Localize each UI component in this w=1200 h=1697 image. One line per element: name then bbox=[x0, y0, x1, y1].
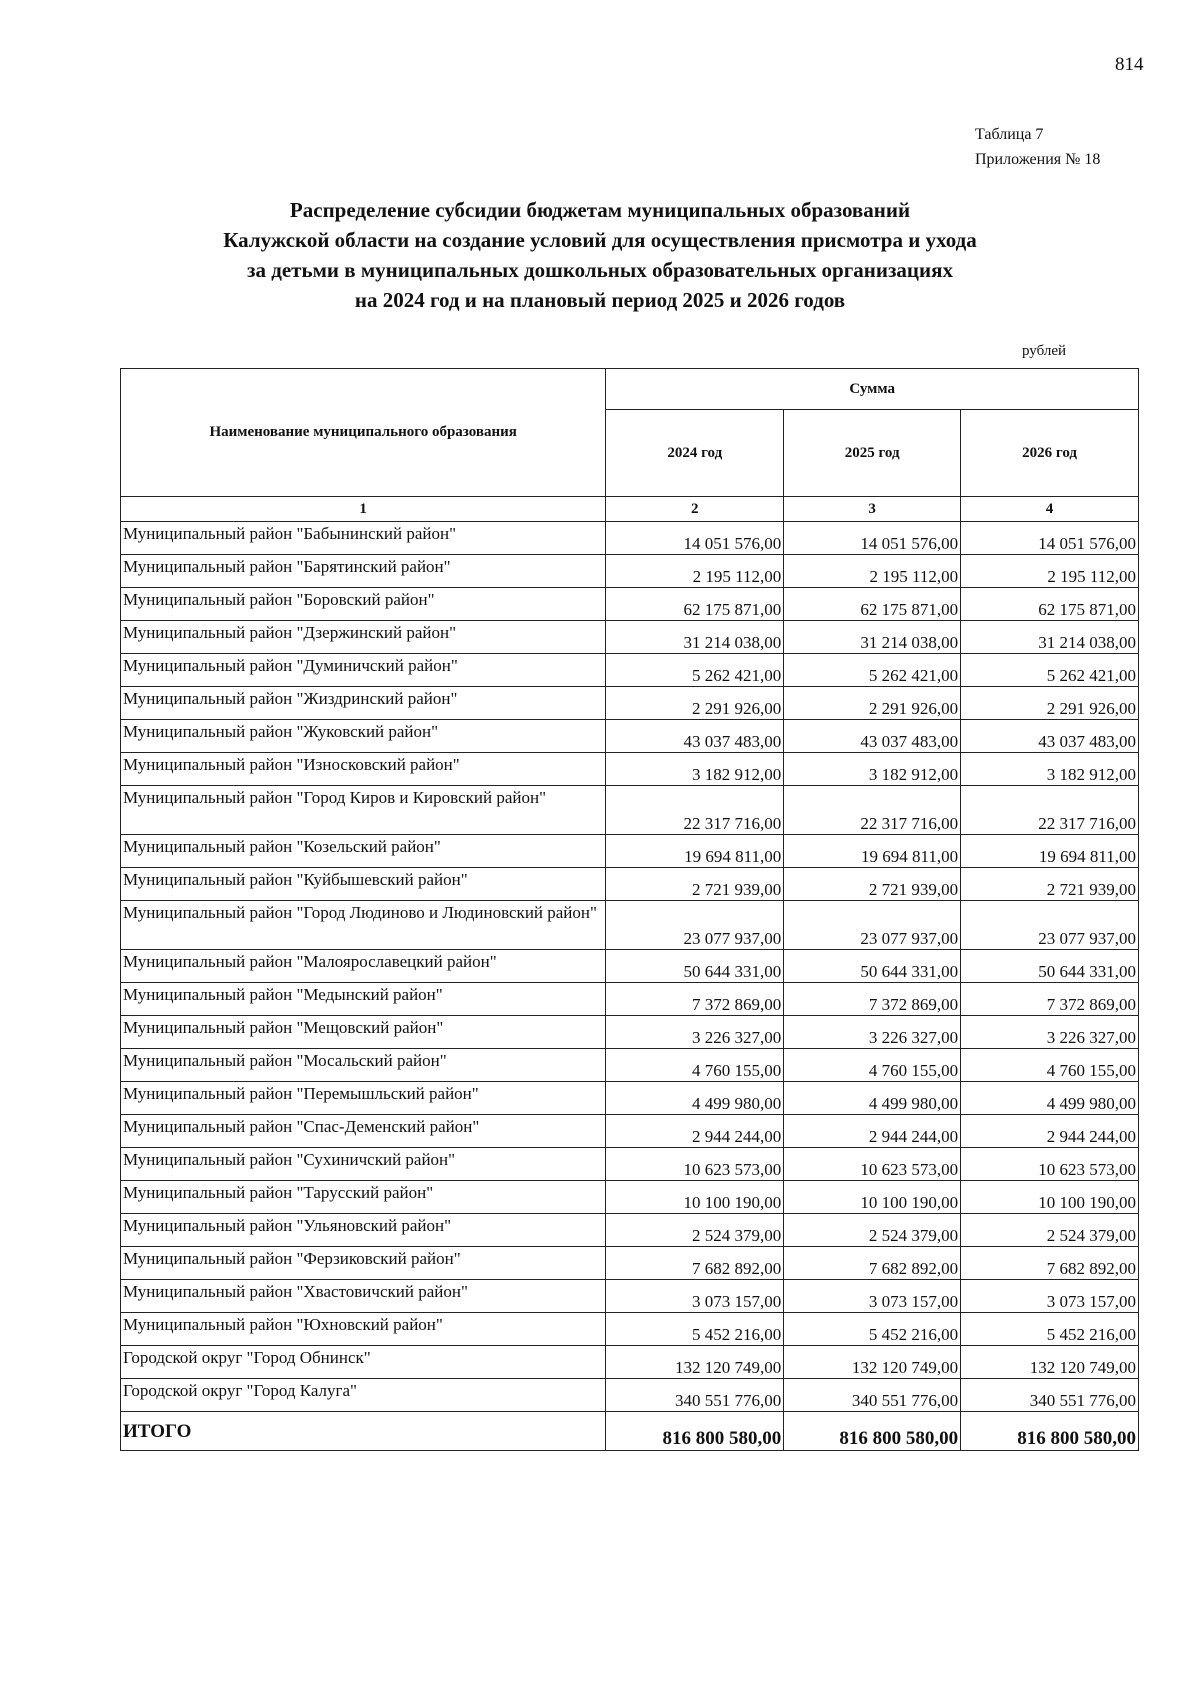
column-number: 1 bbox=[121, 497, 606, 522]
amount-2024: 5 262 421,00 bbox=[606, 654, 784, 687]
amount-2026: 3 182 912,00 bbox=[961, 753, 1139, 786]
municipality-name: Муниципальный район "Куйбышевский район" bbox=[121, 868, 606, 901]
amount-2025: 2 195 112,00 bbox=[784, 555, 961, 588]
municipality-name: Муниципальный район "Юхновский район" bbox=[121, 1313, 606, 1346]
amount-2025: 2 524 379,00 bbox=[784, 1214, 961, 1247]
column-number: 4 bbox=[961, 497, 1139, 522]
table-row bbox=[121, 1082, 1139, 1115]
amount-2025: 4 499 980,00 bbox=[784, 1082, 961, 1115]
header-year-2026: 2026 год bbox=[961, 410, 1139, 497]
table-row bbox=[121, 1148, 1139, 1181]
amount-2026: 19 694 811,00 bbox=[961, 835, 1139, 868]
amount-2025: 10 100 190,00 bbox=[784, 1181, 961, 1214]
amount-2025: 50 644 331,00 bbox=[784, 950, 961, 983]
amount-2026: 10 623 573,00 bbox=[961, 1148, 1139, 1181]
column-number: 3 bbox=[784, 497, 961, 522]
table-row bbox=[121, 1049, 1139, 1082]
amount-2025: 5 262 421,00 bbox=[784, 654, 961, 687]
header-sum: Сумма bbox=[606, 369, 1139, 410]
amount-2025: 2 291 926,00 bbox=[784, 687, 961, 720]
amount-2026: 2 524 379,00 bbox=[961, 1214, 1139, 1247]
amount-2026: 50 644 331,00 bbox=[961, 950, 1139, 983]
municipality-name: Муниципальный район "Перемышльский район" bbox=[121, 1082, 606, 1115]
table-row bbox=[121, 786, 1139, 835]
table-row bbox=[121, 1181, 1139, 1214]
municipality-name: Муниципальный район "Малоярославецкий район" bbox=[121, 950, 606, 983]
amount-2026: 2 291 926,00 bbox=[961, 687, 1139, 720]
table-row bbox=[121, 868, 1139, 901]
municipality-name: Муниципальный район "Город Киров и Кировский район" bbox=[121, 786, 606, 835]
amount-2024: 2 944 244,00 bbox=[606, 1115, 784, 1148]
total-2025: 816 800 580,00 bbox=[784, 1412, 961, 1451]
amount-2025: 14 051 576,00 bbox=[784, 522, 961, 555]
amount-2026: 14 051 576,00 bbox=[961, 522, 1139, 555]
amount-2024: 340 551 776,00 bbox=[606, 1379, 784, 1412]
amount-2024: 2 195 112,00 bbox=[606, 555, 784, 588]
amount-2024: 4 499 980,00 bbox=[606, 1082, 784, 1115]
header-name: Наименование муниципального образования bbox=[121, 369, 606, 497]
municipality-name: Муниципальный район "Ферзиковский район" bbox=[121, 1247, 606, 1280]
total-label: ИТОГО bbox=[121, 1412, 606, 1451]
table-row bbox=[121, 1016, 1139, 1049]
municipality-name: Муниципальный район "Медынский район" bbox=[121, 983, 606, 1016]
subsidy-table bbox=[120, 368, 1139, 1451]
table-row bbox=[121, 522, 1139, 555]
amount-2025: 23 077 937,00 bbox=[784, 901, 961, 950]
amount-2025: 7 372 869,00 bbox=[784, 983, 961, 1016]
amount-2026: 3 073 157,00 bbox=[961, 1280, 1139, 1313]
amount-2025: 62 175 871,00 bbox=[784, 588, 961, 621]
municipality-name: Муниципальный район "Дзержинский район" bbox=[121, 621, 606, 654]
amount-2024: 3 182 912,00 bbox=[606, 753, 784, 786]
table-row bbox=[121, 1280, 1139, 1313]
amount-2026: 43 037 483,00 bbox=[961, 720, 1139, 753]
municipality-name: Муниципальный район "Город Людиново и Людиновский район" bbox=[121, 901, 606, 950]
amount-2025: 7 682 892,00 bbox=[784, 1247, 961, 1280]
title-line: Распределение субсидии бюджетам муниципальных образований bbox=[289, 198, 911, 222]
table-row bbox=[121, 1379, 1139, 1412]
table-row bbox=[121, 687, 1139, 720]
amount-2026: 62 175 871,00 bbox=[961, 588, 1139, 621]
amount-2025: 22 317 716,00 bbox=[784, 786, 961, 835]
amount-2025: 5 452 216,00 bbox=[784, 1313, 961, 1346]
municipality-name: Муниципальный район "Тарусский район" bbox=[121, 1181, 606, 1214]
amount-2026: 7 372 869,00 bbox=[961, 983, 1139, 1016]
municipality-name: Муниципальный район "Спас-Деменский район" bbox=[121, 1115, 606, 1148]
title-line: за детьми в муниципальных дошкольных образовательных организациях bbox=[247, 258, 953, 282]
page-number: 814 bbox=[1115, 54, 1144, 75]
municipality-name: Муниципальный район "Жуковский район" bbox=[121, 720, 606, 753]
municipality-name: Муниципальный район "Сухиничский район" bbox=[121, 1148, 606, 1181]
municipality-name: Городской округ "Город Калуга" bbox=[121, 1379, 606, 1412]
header-year-2024: 2024 год bbox=[606, 410, 784, 497]
amount-2025: 31 214 038,00 bbox=[784, 621, 961, 654]
amount-2026: 132 120 749,00 bbox=[961, 1346, 1139, 1379]
amount-2026: 2 721 939,00 bbox=[961, 868, 1139, 901]
amount-2024: 23 077 937,00 bbox=[606, 901, 784, 950]
amount-2026: 2 195 112,00 bbox=[961, 555, 1139, 588]
amount-2026: 5 452 216,00 bbox=[961, 1313, 1139, 1346]
table-row bbox=[121, 1214, 1139, 1247]
amount-2024: 19 694 811,00 bbox=[606, 835, 784, 868]
municipality-name: Муниципальный район "Барятинский район" bbox=[121, 555, 606, 588]
total-2024: 816 800 580,00 bbox=[606, 1412, 784, 1451]
amount-2026: 340 551 776,00 bbox=[961, 1379, 1139, 1412]
table-row bbox=[121, 950, 1139, 983]
units-label: рублей bbox=[1022, 343, 1067, 359]
amount-2025: 10 623 573,00 bbox=[784, 1148, 961, 1181]
column-number: 2 bbox=[606, 497, 784, 522]
amount-2026: 2 944 244,00 bbox=[961, 1115, 1139, 1148]
amount-2026: 5 262 421,00 bbox=[961, 654, 1139, 687]
amount-2026: 23 077 937,00 bbox=[961, 901, 1139, 950]
amount-2024: 3 073 157,00 bbox=[606, 1280, 784, 1313]
amount-2024: 14 051 576,00 bbox=[606, 522, 784, 555]
total-row bbox=[121, 1412, 1139, 1451]
amount-2025: 3 226 327,00 bbox=[784, 1016, 961, 1049]
table-row bbox=[121, 1313, 1139, 1346]
amount-2025: 132 120 749,00 bbox=[784, 1346, 961, 1379]
amount-2024: 10 100 190,00 bbox=[606, 1181, 784, 1214]
amount-2026: 3 226 327,00 bbox=[961, 1016, 1139, 1049]
amount-2026: 22 317 716,00 bbox=[961, 786, 1139, 835]
amount-2024: 43 037 483,00 bbox=[606, 720, 784, 753]
amount-2024: 7 682 892,00 bbox=[606, 1247, 784, 1280]
table-row bbox=[121, 1115, 1139, 1148]
table-row bbox=[121, 901, 1139, 950]
municipality-name: Муниципальный район "Хвастовичский район" bbox=[121, 1280, 606, 1313]
caption-table-number: Таблица 7 bbox=[975, 126, 1044, 143]
amount-2024: 62 175 871,00 bbox=[606, 588, 784, 621]
amount-2024: 7 372 869,00 bbox=[606, 983, 784, 1016]
table-row bbox=[121, 720, 1139, 753]
table-row bbox=[121, 835, 1139, 868]
municipality-name: Муниципальный район "Думиничский район" bbox=[121, 654, 606, 687]
amount-2024: 132 120 749,00 bbox=[606, 1346, 784, 1379]
amount-2026: 31 214 038,00 bbox=[961, 621, 1139, 654]
amount-2024: 2 291 926,00 bbox=[606, 687, 784, 720]
table-row bbox=[121, 753, 1139, 786]
table-row bbox=[121, 983, 1139, 1016]
amount-2025: 3 182 912,00 bbox=[784, 753, 961, 786]
amount-2024: 50 644 331,00 bbox=[606, 950, 784, 983]
municipality-name: Муниципальный район "Жиздринский район" bbox=[121, 687, 606, 720]
amount-2024: 10 623 573,00 bbox=[606, 1148, 784, 1181]
municipality-name: Муниципальный район "Ульяновский район" bbox=[121, 1214, 606, 1247]
amount-2025: 2 721 939,00 bbox=[784, 868, 961, 901]
municipality-name: Муниципальный район "Козельский район" bbox=[121, 835, 606, 868]
municipality-name: Муниципальный район "Мещовский район" bbox=[121, 1016, 606, 1049]
amount-2026: 4 499 980,00 bbox=[961, 1082, 1139, 1115]
header-year-2025: 2025 год bbox=[784, 410, 961, 497]
municipality-name: Муниципальный район "Боровский район" bbox=[121, 588, 606, 621]
table-row bbox=[121, 654, 1139, 687]
amount-2024: 2 721 939,00 bbox=[606, 868, 784, 901]
document-title bbox=[150, 195, 1050, 315]
total-2026: 816 800 580,00 bbox=[961, 1412, 1139, 1451]
municipality-name: Муниципальный район "Бабынинский район" bbox=[121, 522, 606, 555]
amount-2024: 2 524 379,00 bbox=[606, 1214, 784, 1247]
amount-2025: 3 073 157,00 bbox=[784, 1280, 961, 1313]
municipality-name: Муниципальный район "Мосальский район" bbox=[121, 1049, 606, 1082]
title-line: на 2024 год и на плановый период 2025 и 2026 годов bbox=[354, 288, 846, 312]
amount-2026: 10 100 190,00 bbox=[961, 1181, 1139, 1214]
title-line: Калужской области на создание условий для осуществления присмотра и ухода bbox=[223, 228, 977, 252]
caption-appendix-number: Приложения № 18 bbox=[975, 151, 1101, 168]
amount-2024: 22 317 716,00 bbox=[606, 786, 784, 835]
municipality-name: Городской округ "Город Обнинск" bbox=[121, 1346, 606, 1379]
municipality-name: Муниципальный район "Износковский район" bbox=[121, 753, 606, 786]
amount-2024: 4 760 155,00 bbox=[606, 1049, 784, 1082]
table-caption bbox=[975, 122, 1100, 172]
amount-2024: 31 214 038,00 bbox=[606, 621, 784, 654]
table-row bbox=[121, 621, 1139, 654]
amount-2025: 43 037 483,00 bbox=[784, 720, 961, 753]
amount-2025: 4 760 155,00 bbox=[784, 1049, 961, 1082]
amount-2024: 3 226 327,00 bbox=[606, 1016, 784, 1049]
amount-2026: 4 760 155,00 bbox=[961, 1049, 1139, 1082]
table-row bbox=[121, 1247, 1139, 1280]
amount-2024: 5 452 216,00 bbox=[606, 1313, 784, 1346]
amount-2026: 7 682 892,00 bbox=[961, 1247, 1139, 1280]
amount-2025: 2 944 244,00 bbox=[784, 1115, 961, 1148]
table-row bbox=[121, 1346, 1139, 1379]
amount-2025: 19 694 811,00 bbox=[784, 835, 961, 868]
table-row bbox=[121, 588, 1139, 621]
table-row bbox=[121, 555, 1139, 588]
amount-2025: 340 551 776,00 bbox=[784, 1379, 961, 1412]
